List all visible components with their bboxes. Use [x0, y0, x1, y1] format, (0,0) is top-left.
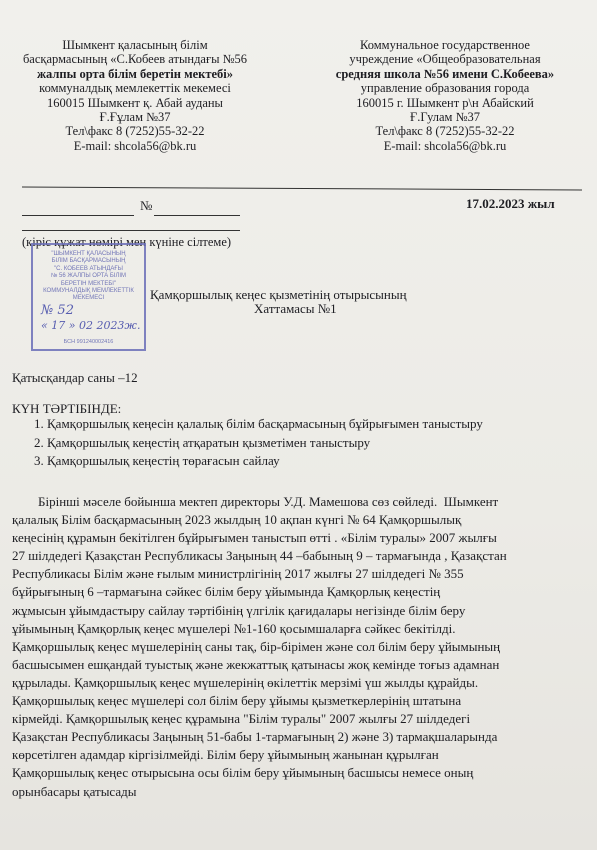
- header-left-line: коммуналдық мемлекеттік мекемесі: [39, 81, 231, 96]
- ref-underline: [22, 215, 134, 216]
- header-left-line: Тел\факс 8 (7252)55-32-22: [65, 124, 205, 139]
- body-line: басшысымен ешқандай туыстық және жекжаттық қатынасы жоқ кемінде тоғыз адамнан: [12, 656, 500, 672]
- stamp-line: "ШЫМКЕНТ ҚАЛАСЫНЫҢ: [51, 251, 126, 257]
- body-line: бұйрығының 6 –тармағына сәйкес білім беру ұйымында Қамқорлық кеңестің: [12, 584, 441, 600]
- header-left-line: жалпы орта білім беретін мектебі»: [36, 66, 234, 81]
- stamp-line: БЕРЕТІН МЕКТЕБІ": [60, 280, 117, 287]
- body-line: кірмейді. Қамқоршылық кеңес құрамына "Білім туралы" 2007 жылғы 27 шілдедегі: [12, 711, 471, 727]
- body-line: Бірінші мәселе бойынша мектеп директоры У.Д. Мамешова сөз сөйледі. Шымкент: [12, 494, 499, 509]
- body-text: [12, 493, 586, 801]
- header-left-line: E-mail: shcola56@bk.ru: [73, 138, 197, 153]
- document-title: Қамқоршылық кеңес қызметінің отырысының: [150, 287, 407, 302]
- body-line: көрсетілген адамдар кіргізілмейді. Білім беру ұйымының жанынан құрылған: [12, 747, 439, 763]
- number-sign: №: [140, 198, 153, 213]
- stamp-date: « 17 » 02 2023ж.: [41, 318, 141, 332]
- header-right-line: средняя школа №56 имени С.Кобеева»: [335, 66, 555, 81]
- body-line: құрылады. Қамқоршылық кеңес мүшелерінің өкілеттік мерзімі үш жылды құрайды.: [12, 674, 479, 690]
- body-line: Республикасы Білім және ғылым министрлігінің 2017 жылғы 27 шілдедегі № 355: [12, 566, 464, 582]
- body-line: орынбасары қатысады: [12, 783, 137, 799]
- header-left-line: 160015 Шымкент қ. Абай ауданы: [47, 95, 223, 110]
- header-left-line: Шымкент қаласының білім: [62, 38, 208, 52]
- header-kazakh: [0, 38, 270, 153]
- stamp-line: "С. КОБЕЕВ АТЫНДАҒЫ: [54, 265, 123, 272]
- document-subtitle: Хаттамасы №1: [254, 301, 337, 316]
- agenda-item: 2. Қамқоршылық кеңестің атқаратын қызметімен таныстыру: [34, 434, 371, 450]
- body-line: Қазақстан Республикасы Заңының 51-бабы 1-тармағының 2) және 3) тармақшаларында: [12, 729, 498, 745]
- header-right-line: 160015 г. Шымкент р\н Абайский: [356, 95, 534, 110]
- agenda-list: [34, 415, 483, 471]
- agenda-item: 3. Қамқоршылық кеңестің төрағасын сайлау: [34, 453, 280, 468]
- stamp-line: № 56 ЖАЛПЫ ОРТА БІЛІМ: [50, 273, 127, 280]
- document-date: 17.02.2023 жыл: [466, 196, 555, 211]
- agenda-item: 1. Қамқоршылық кеңесін қалалық білім басқармасының бұйрығымен таныстыру: [34, 416, 483, 431]
- registration-stamp: [31, 243, 146, 351]
- body-line: ұйымының Қамқорлық кеңес мүшелері №1-160 қосымшаларға сәйкес бекітілді.: [12, 620, 456, 636]
- header-russian: [300, 38, 590, 153]
- header-left-line: басқармасының «С.Кобеев атындағы №56: [22, 52, 248, 67]
- stamp-number: № 52: [41, 302, 74, 318]
- agenda-heading: КҮН ТӘРТІБІНДЕ:: [12, 401, 122, 416]
- body-line: қалалық Білім басқармасының 2023 жылдың 10 ақпан күнгі № 64 Қамқоршылық: [12, 512, 462, 528]
- ref-underline: [154, 215, 240, 216]
- ref-underline: [22, 230, 240, 231]
- header-left-line: Ғ.Ғұлам №37: [99, 110, 171, 125]
- header-divider: [22, 187, 582, 191]
- header-right-line: Тел\факс 8 (7252)55-32-22: [375, 124, 515, 139]
- stamp-line: МЕКЕМЕСІ: [72, 295, 105, 302]
- stamp-line: БІЛІМ БАСҚАРМАСЫНЫҢ: [51, 258, 126, 265]
- participants-count: Қатысқандар саны –12: [12, 370, 138, 385]
- body-line: Қамқоршылық кеңес мүшелері сол білім беру ұйымы қызметкерлерінің штатына: [12, 693, 462, 709]
- header-right-line: управление образования города: [360, 81, 530, 96]
- body-line: кеңесінің құрамын бекітілген бұйрығымен таныстып өтті . «Білім туралы» 2007 жылғы: [12, 530, 497, 546]
- body-line: жұмысын ұйымдастыру сайлау тәртібінің үлгілік қағидалары негізінде білім беру: [12, 602, 466, 618]
- header-right-line: Ғ.Гулам №37: [409, 110, 481, 125]
- stamp-line: КОММУНАЛДЫҚ МЕМЛЕКЕТТІК: [43, 288, 134, 295]
- header-right-line: Коммунальное государственное: [360, 38, 530, 52]
- reference-note: (кіріс құжат нөмірі мен күніне сілтеме): [22, 235, 232, 249]
- body-line: Қамқоршылық кеңес отырысына осы білім беру ұйымының басшысы немесе оның: [12, 765, 474, 781]
- header-right-line: учреждение «Общеобразовательная: [349, 52, 541, 67]
- body-line: Қамқоршылық кеңес мүшелерінің саны тақ, бір-бірімен және сол білім беру ұйымының: [12, 638, 501, 654]
- body-line: 27 шілдедегі Қазақстан Республикасы Заңының 44 –бабының 9 – тармағында , Қазақстан: [12, 548, 507, 564]
- stamp-footer: БСН 991240002416: [63, 338, 114, 345]
- header-right-line: E-mail: shcola56@bk.ru: [383, 138, 507, 153]
